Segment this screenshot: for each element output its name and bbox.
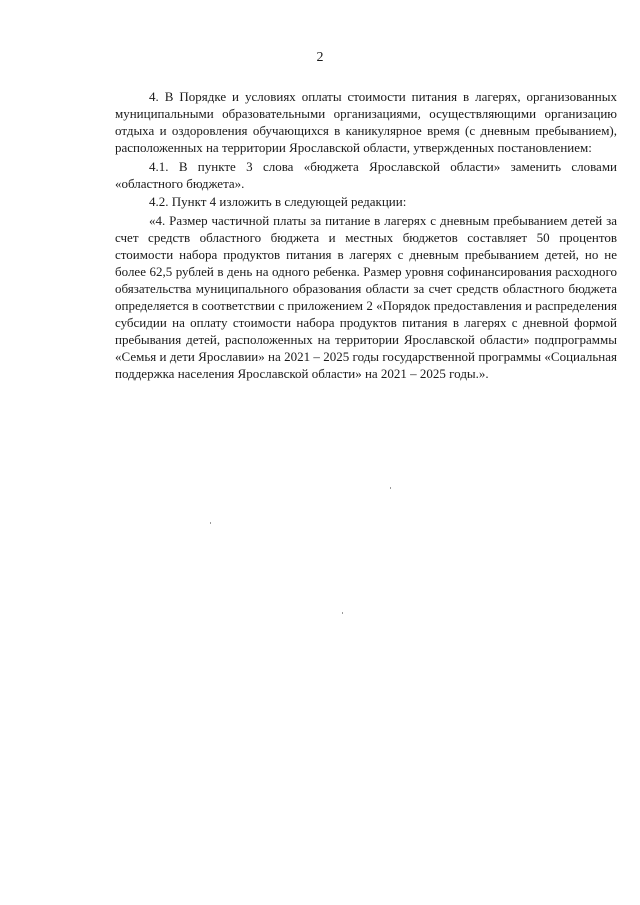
scan-speck [390,487,391,489]
scan-speck [210,522,211,524]
paragraph-item-4-2: 4.2. Пункт 4 изложить в следующей редакции: [149,194,407,210]
document-body [115,89,617,384]
page-number: 2 [316,50,324,65]
scan-speck [342,612,343,614]
paragraph-item-4-1: 4.1. В пункте 3 слова «бюджета Ярославской области» заменить словами «областного бюджета». [115,158,617,191]
paragraph-item-4-new-wording: «4. Размер частичной платы за питание в лагерях с дневным пребыванием детей за счет средств областного бюджета и местных бюджетов составляет 50 процентов стоимости набора продуктов питания в лагерях с дневным пребыванием детей, но не более 62,5 рублей в день на одного ребенка. Размер уровня софинансирования расходного обязательства муниципального образования области за счет средств областного бюджета определяется в соответствии с приложением 2 «Порядок предоставления и распределения субсидии на оплату стоимости набора продуктов питания в лагерях с дневной формой пребывания детей, расположенных на территории Ярославской области» подпрограммы «Семья и дети Ярославии» на 2021 – 2025 годы государственной программы «Социальная поддержка населения Ярославской области» на 2021 – 2025 годы.». [115,213,617,381]
paragraph-item-4: 4. В Порядке и условиях оплаты стоимости питания в лагерях, организованных муниципальными образовательными организациями, осуществляющими организацию отдыха и оздоровления обучающихся в каникулярное время (с дневным пребыванием), расположенных на территории Ярославской области, утвержденных постановлением: [115,89,617,155]
